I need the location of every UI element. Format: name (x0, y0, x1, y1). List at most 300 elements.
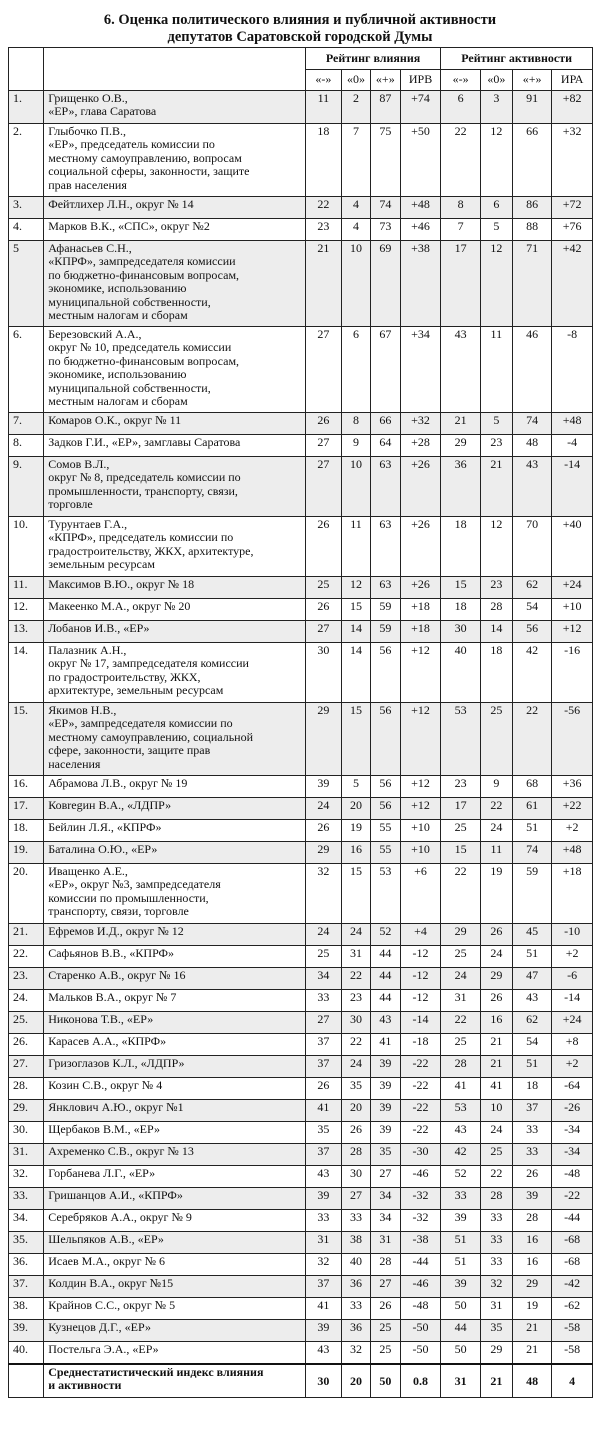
row-number: 35. (9, 1232, 44, 1254)
value-cell: +36 (552, 776, 593, 798)
value-cell: 31 (305, 1232, 341, 1254)
value-cell: 29 (480, 1342, 512, 1364)
value-cell: 24 (480, 946, 512, 968)
value-cell: 33 (342, 1210, 371, 1232)
value-cell: 29 (441, 924, 481, 946)
value-cell: 26 (480, 924, 512, 946)
deputy-name-line: по градостроительству, ЖКХ, (48, 669, 201, 684)
table-row (9, 621, 593, 643)
value-cell: 56 (370, 776, 400, 798)
table-row (9, 435, 593, 457)
value-cell: 40 (342, 1254, 371, 1276)
total-value-cell: 0.8 (400, 1364, 441, 1398)
deputy-name-line: Янклович А.Ю., округ №1 (48, 1100, 184, 1114)
row-number: 17. (9, 798, 44, 820)
value-cell: 28 (480, 599, 512, 621)
value-cell: 21 (480, 1034, 512, 1056)
value-cell: 86 (512, 197, 552, 219)
deputy-name (44, 864, 306, 924)
value-cell: 21 (480, 1056, 512, 1078)
value-cell: +8 (552, 1034, 593, 1056)
value-cell: 27 (370, 1276, 400, 1298)
row-number: 12. (9, 599, 44, 621)
value-cell: -22 (400, 1100, 441, 1122)
row-number: 2. (9, 124, 44, 197)
row-number: 37. (9, 1276, 44, 1298)
row-number: 31. (9, 1144, 44, 1166)
table-row (9, 864, 593, 924)
value-cell: 37 (305, 1056, 341, 1078)
value-cell: 25 (370, 1342, 400, 1364)
value-cell: 29 (480, 968, 512, 990)
row-number: 6. (9, 327, 44, 413)
deputy-name (44, 1210, 306, 1232)
value-cell: 41 (305, 1100, 341, 1122)
value-cell: -14 (400, 1012, 441, 1034)
value-cell: 32 (342, 1342, 371, 1364)
table-row (9, 776, 593, 798)
value-cell: +4 (400, 924, 441, 946)
deputy-name-line: Гризоглазов К.Л., «ЛДПР» (48, 1056, 185, 1070)
deputy-name-line: Бейлин Л.Я., «КПРФ» (48, 820, 162, 834)
row-number: 32. (9, 1166, 44, 1188)
value-cell: 31 (342, 946, 371, 968)
deputy-name-line: Марков В.К., «СПС», округ №2 (48, 219, 210, 233)
table-row (9, 1232, 593, 1254)
deputy-name-line: Березовский А.А., (48, 327, 142, 341)
value-cell: 21 (512, 1320, 552, 1342)
value-cell: 39 (305, 776, 341, 798)
deputy-name-line: Лобанов И.В., «ЕР» (48, 621, 150, 635)
value-cell: 27 (305, 435, 341, 457)
deputy-name-line: по бюджетно-финансовым вопросам, (48, 353, 240, 368)
table-row (9, 1100, 593, 1122)
value-cell: 3 (480, 91, 512, 124)
value-cell: 29 (441, 435, 481, 457)
row-number: 16. (9, 776, 44, 798)
value-cell: 11 (305, 91, 341, 124)
row-number: 28. (9, 1078, 44, 1100)
value-cell: 54 (512, 1034, 552, 1056)
value-cell: 69 (370, 241, 400, 327)
value-cell: 14 (480, 621, 512, 643)
table-row (9, 1276, 593, 1298)
header-name (44, 48, 306, 91)
row-number: 40. (9, 1342, 44, 1364)
value-cell: 22 (512, 703, 552, 776)
value-cell: 53 (441, 703, 481, 776)
table-row (9, 1320, 593, 1342)
row-number: 13. (9, 621, 44, 643)
subheader-cell: «-» (441, 70, 481, 91)
row-number: 34. (9, 1210, 44, 1232)
value-cell: 55 (370, 820, 400, 842)
deputy-name-line: Козин С.В., округ № 4 (48, 1078, 163, 1092)
value-cell: 26 (342, 1122, 371, 1144)
deputy-name-line: социальной сферы, законности, защите (48, 164, 250, 179)
value-cell: 5 (480, 219, 512, 241)
value-cell: 22 (305, 197, 341, 219)
table-row (9, 1188, 593, 1210)
value-cell: 33 (480, 1232, 512, 1254)
value-cell: +12 (400, 798, 441, 820)
value-cell: 37 (305, 1144, 341, 1166)
deputy-name-line: промышленности, транспорту, связи, (48, 483, 238, 498)
deputy-name (44, 946, 306, 968)
value-cell: -26 (552, 1100, 593, 1122)
value-cell: 62 (512, 1012, 552, 1034)
value-cell: +50 (400, 124, 441, 197)
value-cell: 25 (480, 1144, 512, 1166)
deputy-name (44, 703, 306, 776)
value-cell: 18 (512, 1078, 552, 1100)
value-cell: 43 (370, 1012, 400, 1034)
value-cell: +18 (400, 621, 441, 643)
row-number: 11. (9, 577, 44, 599)
table-row (9, 241, 593, 327)
row-number: 8. (9, 435, 44, 457)
total-value-cell: 50 (370, 1364, 400, 1398)
table-row (9, 798, 593, 820)
value-cell: +48 (400, 197, 441, 219)
row-number: 33. (9, 1188, 44, 1210)
value-cell: +2 (552, 1056, 593, 1078)
table-row (9, 990, 593, 1012)
value-cell: 6 (441, 91, 481, 124)
deputy-name (44, 1254, 306, 1276)
value-cell: 7 (441, 219, 481, 241)
table-row (9, 219, 593, 241)
value-cell: 17 (441, 798, 481, 820)
table-row (9, 1122, 593, 1144)
value-cell: -32 (400, 1188, 441, 1210)
deputy-name (44, 776, 306, 798)
value-cell: 41 (480, 1078, 512, 1100)
value-cell: 74 (512, 842, 552, 864)
value-cell: 27 (305, 621, 341, 643)
value-cell: 23 (441, 776, 481, 798)
deputy-name-line: Щербаков В.М., «ЕР» (48, 1122, 160, 1136)
value-cell: 17 (441, 241, 481, 327)
value-cell: -48 (552, 1166, 593, 1188)
row-number: 4. (9, 219, 44, 241)
table-row (9, 1342, 593, 1364)
value-cell: 26 (305, 413, 341, 435)
value-cell: -50 (400, 1320, 441, 1342)
value-cell: 6 (480, 197, 512, 219)
value-cell: 24 (305, 798, 341, 820)
deputy-name (44, 820, 306, 842)
deputy-name (44, 798, 306, 820)
deputy-name-line: Гришанцов А.И., «КПРФ» (48, 1188, 183, 1202)
value-cell: 30 (342, 1166, 371, 1188)
value-cell: +10 (400, 820, 441, 842)
deputy-name-line: транспорту, связи, торговле (48, 904, 189, 919)
deputy-name-line: местным налогам и сборам (48, 394, 188, 409)
value-cell: -44 (552, 1210, 593, 1232)
value-cell: 37 (305, 1276, 341, 1298)
deputy-name-line: Афанасьев С.Н., (48, 241, 132, 255)
value-cell: 14 (342, 621, 371, 643)
value-cell: 11 (480, 327, 512, 413)
value-cell: -46 (400, 1276, 441, 1298)
value-cell: 34 (305, 968, 341, 990)
deputy-name-line: градостроительству, ЖКХ, архитектуре, (48, 543, 254, 558)
deputy-name-line: Грищенко О.В., (48, 91, 128, 105)
value-cell: 30 (342, 1012, 371, 1034)
value-cell: -12 (400, 946, 441, 968)
value-cell: 56 (370, 798, 400, 820)
value-cell: 40 (441, 643, 481, 703)
table-row (9, 1298, 593, 1320)
deputy-name-line: «ЕР», зампредседателя комиссии по (48, 716, 233, 731)
value-cell: 22 (441, 1012, 481, 1034)
value-cell: +46 (400, 219, 441, 241)
deputy-name-line: Исаев М.А., округ № 6 (48, 1254, 166, 1268)
value-cell: 18 (441, 517, 481, 577)
header-activity: Рейтинг активности (441, 48, 593, 70)
value-cell: 56 (370, 703, 400, 776)
value-cell: 44 (370, 946, 400, 968)
table-row (9, 703, 593, 776)
value-cell: 24 (305, 924, 341, 946)
value-cell: 50 (441, 1298, 481, 1320)
value-cell: -34 (552, 1144, 593, 1166)
value-cell: 32 (305, 864, 341, 924)
value-cell: -14 (552, 457, 593, 517)
row-number: 27. (9, 1056, 44, 1078)
value-cell: 51 (512, 1056, 552, 1078)
subheader-cell: ИРА (552, 70, 593, 91)
row-number: 21. (9, 924, 44, 946)
value-cell: 27 (370, 1166, 400, 1188)
value-cell: 26 (512, 1166, 552, 1188)
value-cell: -56 (552, 703, 593, 776)
deputy-name-line: Баталина О.Ю., «ЕР» (48, 842, 158, 856)
deputy-name-line: округ № 10, председатель комиссии (48, 340, 232, 355)
deputy-name-line: муниципальной собственности, (48, 380, 211, 395)
title-line-2: депутатов Саратовской городской Думы (167, 29, 433, 45)
table-row (9, 820, 593, 842)
value-cell: 15 (441, 577, 481, 599)
value-cell: -68 (552, 1232, 593, 1254)
deputy-name (44, 1012, 306, 1034)
value-cell: 9 (342, 435, 371, 457)
value-cell: 5 (480, 413, 512, 435)
value-cell: +12 (400, 703, 441, 776)
value-cell: 39 (370, 1100, 400, 1122)
value-cell: 24 (480, 1122, 512, 1144)
value-cell: 27 (305, 327, 341, 413)
value-cell: 32 (480, 1276, 512, 1298)
total-value-cell: 30 (305, 1364, 341, 1398)
value-cell: 22 (342, 968, 371, 990)
table-row (9, 1034, 593, 1056)
value-cell: +32 (400, 413, 441, 435)
deputy-name (44, 1320, 306, 1342)
table-row (9, 946, 593, 968)
rating-table (8, 47, 593, 1398)
value-cell: 22 (480, 798, 512, 820)
deputy-name (44, 643, 306, 703)
value-cell: +40 (552, 517, 593, 577)
value-cell: 10 (342, 241, 371, 327)
deputy-name-line: экономике, использованию (48, 367, 187, 382)
title-line-1: 6. Оценка политического влияния и публичной активности (103, 12, 497, 28)
deputy-name-line: сфере, законности, защите прав (48, 743, 211, 758)
deputy-name (44, 1342, 306, 1364)
value-cell: 10 (480, 1100, 512, 1122)
value-cell: +12 (400, 776, 441, 798)
subheader-cell: «+» (370, 70, 400, 91)
value-cell: -6 (552, 968, 593, 990)
value-cell: 66 (512, 124, 552, 197)
row-number: 26. (9, 1034, 44, 1056)
value-cell: 29 (305, 703, 341, 776)
table-row (9, 1056, 593, 1078)
value-cell: +26 (400, 577, 441, 599)
value-cell: 16 (480, 1012, 512, 1034)
value-cell: +26 (400, 517, 441, 577)
row-number: 14. (9, 643, 44, 703)
deputy-name (44, 457, 306, 517)
value-cell: -10 (552, 924, 593, 946)
value-cell: 30 (305, 643, 341, 703)
value-cell: 29 (512, 1276, 552, 1298)
deputy-name-line: Фейтлихер Л.Н., округ № 14 (48, 197, 194, 211)
value-cell: 25 (305, 946, 341, 968)
value-cell: 22 (441, 124, 481, 197)
value-cell: +6 (400, 864, 441, 924)
value-cell: 74 (512, 413, 552, 435)
value-cell: -4 (552, 435, 593, 457)
value-cell: +74 (400, 91, 441, 124)
value-cell: 4 (342, 197, 371, 219)
value-cell: 19 (512, 1298, 552, 1320)
row-number: 18. (9, 820, 44, 842)
table-row (9, 842, 593, 864)
value-cell: 21 (480, 457, 512, 517)
value-cell: 33 (441, 1188, 481, 1210)
value-cell: 66 (370, 413, 400, 435)
deputy-name-line: «КПРФ», зампредседателя комиссии (48, 254, 236, 269)
value-cell: 26 (370, 1298, 400, 1320)
value-cell: -22 (400, 1056, 441, 1078)
value-cell: 26 (305, 1078, 341, 1100)
deputy-name-line: местным налогам и сборам (48, 308, 188, 323)
value-cell: 73 (370, 219, 400, 241)
value-cell: 44 (370, 990, 400, 1012)
deputy-name (44, 577, 306, 599)
value-cell: 55 (370, 842, 400, 864)
value-cell: 70 (512, 517, 552, 577)
value-cell: 33 (305, 990, 341, 1012)
deputy-name-line: Старенко А.В., округ № 16 (48, 968, 186, 982)
row-number: 15. (9, 703, 44, 776)
value-cell: 25 (441, 946, 481, 968)
table-row (9, 457, 593, 517)
value-cell: 50 (441, 1342, 481, 1364)
value-cell: 27 (342, 1188, 371, 1210)
deputy-name-line: Ефремов И.Д., округ № 12 (48, 924, 184, 938)
deputy-name-line: муниципальной собственности, (48, 294, 211, 309)
table-row (9, 968, 593, 990)
deputy-name-line: Ковregин В.А., «ЛДПР» (48, 798, 172, 812)
deputy-name-line: Серебряков А.А., округ № 9 (48, 1210, 192, 1224)
deputy-name (44, 91, 306, 124)
deputy-name (44, 124, 306, 197)
deputy-name (44, 1298, 306, 1320)
value-cell: 51 (512, 946, 552, 968)
value-cell: 44 (370, 968, 400, 990)
value-cell: 51 (441, 1254, 481, 1276)
deputy-name (44, 1056, 306, 1078)
value-cell: 11 (342, 517, 371, 577)
value-cell: 12 (342, 577, 371, 599)
value-cell: 33 (480, 1210, 512, 1232)
deputy-name-line: Горбанева Л.Г., «ЕР» (48, 1166, 156, 1180)
deputy-name (44, 1166, 306, 1188)
deputy-name (44, 517, 306, 577)
value-cell: 63 (370, 517, 400, 577)
value-cell: 36 (441, 457, 481, 517)
value-cell: 21 (441, 413, 481, 435)
value-cell: +18 (552, 864, 593, 924)
value-cell: 6 (342, 327, 371, 413)
deputy-name (44, 968, 306, 990)
value-cell: 36 (342, 1320, 371, 1342)
value-cell: 39 (305, 1188, 341, 1210)
row-number: 29. (9, 1100, 44, 1122)
value-cell: 25 (441, 1034, 481, 1056)
value-cell: 23 (305, 219, 341, 241)
row-number: 10. (9, 517, 44, 577)
value-cell: 35 (480, 1320, 512, 1342)
row-number: 9. (9, 457, 44, 517)
value-cell: 61 (512, 798, 552, 820)
value-cell: -48 (400, 1298, 441, 1320)
value-cell: 18 (480, 643, 512, 703)
value-cell: +24 (552, 1012, 593, 1034)
value-cell: 16 (512, 1232, 552, 1254)
value-cell: -46 (400, 1166, 441, 1188)
total-label-line: Среднестатистический индекс влияния (48, 1364, 264, 1379)
value-cell: 53 (441, 1100, 481, 1122)
row-number: 3. (9, 197, 44, 219)
deputy-name-line: комиссии по промышленности, (48, 890, 209, 905)
deputy-name-line: земельным ресурсам (48, 557, 155, 572)
value-cell: 28 (441, 1056, 481, 1078)
value-cell: 12 (480, 124, 512, 197)
value-cell: 45 (512, 924, 552, 946)
value-cell: -68 (552, 1254, 593, 1276)
value-cell: 54 (512, 599, 552, 621)
row-number: 25. (9, 1012, 44, 1034)
value-cell: 10 (342, 457, 371, 517)
deputy-name-line: Комаров О.К., округ № 11 (48, 413, 182, 427)
value-cell: +72 (552, 197, 593, 219)
value-cell: 32 (305, 1254, 341, 1276)
subheader-cell: «0» (342, 70, 371, 91)
value-cell: 22 (342, 1034, 371, 1056)
deputy-name (44, 842, 306, 864)
value-cell: 20 (342, 798, 371, 820)
value-cell: 71 (512, 241, 552, 327)
value-cell: -18 (400, 1034, 441, 1056)
value-cell: 53 (370, 864, 400, 924)
deputy-name-line: Макеенко М.А., округ № 20 (48, 599, 191, 613)
value-cell: 27 (305, 457, 341, 517)
